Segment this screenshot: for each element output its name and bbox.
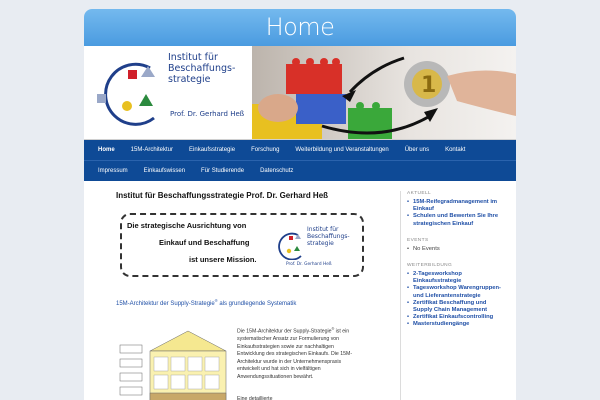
sidebar xyxy=(400,191,507,400)
sidebar-link[interactable]: • Masterstudiengänge xyxy=(407,321,507,328)
sidebar-heading-events: EVENTS xyxy=(407,237,429,243)
banner-line-3: ist unsere Mission. xyxy=(189,255,257,264)
banner-line-1: Die strategische Ausrichtung von xyxy=(127,221,247,230)
main-content xyxy=(116,191,368,400)
nav-item-kontakt[interactable]: Kontakt xyxy=(445,147,466,153)
hero-banner xyxy=(84,46,516,140)
subheading-text: 15M-Architektur der Supply-Strategie xyxy=(116,301,215,307)
logo-name-line: Institut für xyxy=(168,52,218,63)
nav-item-fuer-studierende[interactable]: Für Studierende xyxy=(201,168,245,174)
hero-photo xyxy=(252,46,516,139)
banner-logo-line: Institut für xyxy=(307,226,339,233)
architecture-description-continued: Eine detaillierte xyxy=(237,396,273,400)
coin-value: 1 xyxy=(421,73,437,98)
nav-item-einkaufsstrategie[interactable]: Einkaufsstrategie xyxy=(189,147,236,153)
lego-coin-illustration xyxy=(252,46,516,139)
sidebar-link[interactable]: • 2-Tagesworkshop Einkaufsstrategie xyxy=(407,271,507,285)
nav-row-1 xyxy=(84,140,516,160)
logo-subtitle: Prof. Dr. Gerhard Heß xyxy=(170,110,245,118)
banner-logo-line: Beschaffungs- xyxy=(307,233,350,240)
logo-mark-icon xyxy=(92,58,176,128)
sidebar-link[interactable]: • Tagesworkshop Warengruppen- und Lieferantenstrategie xyxy=(407,285,507,299)
main-heading: Institut für Beschaffungsstrategie Prof. Dr. Gerhard Heß xyxy=(116,191,329,200)
logo-name xyxy=(168,52,235,85)
banner-logo-line: strategie xyxy=(307,240,334,247)
nav-item-einkaufswissen[interactable]: Einkaufswissen xyxy=(143,168,186,174)
nav-item-forschung[interactable]: Forschung xyxy=(251,147,280,153)
logo-name-line: Beschaffungs- xyxy=(168,63,236,74)
nav-item-weiterbildung[interactable]: Weiterbildung und Veranstaltungen xyxy=(295,147,389,153)
nav-item-impressum[interactable]: Impressum xyxy=(98,168,128,174)
sidebar-link[interactable]: • 15M-Reifegradmanagement im Einkauf xyxy=(407,199,507,213)
sidebar-heading-weiterbildung: WEITERBILDUNG xyxy=(407,263,453,269)
page-title: Home xyxy=(265,13,335,41)
nav-item-ueber-uns[interactable]: Über uns xyxy=(404,147,430,153)
banner-logo-text xyxy=(307,226,350,247)
architecture-description xyxy=(237,326,361,381)
page xyxy=(84,9,516,400)
events-empty-text: • No Events xyxy=(407,246,507,253)
aktuell-list xyxy=(407,199,507,228)
subheading-registered-mark: ® xyxy=(214,298,218,303)
sidebar-link[interactable]: • Zertifikat Einkaufscontrolling xyxy=(407,314,507,321)
header-bar xyxy=(84,9,516,46)
weiterbildung-list xyxy=(407,271,507,329)
banner-logo-icon xyxy=(274,230,308,260)
banner-logo-subtitle: Prof. Dr. Gerhard Heß xyxy=(286,262,332,267)
15m-architecture-diagram[interactable] xyxy=(116,319,228,400)
nav-row-2 xyxy=(84,160,516,181)
site-logo[interactable] xyxy=(84,46,252,139)
nav-item-15m-architektur[interactable]: 15M-Architektur xyxy=(130,147,174,153)
main-navigation xyxy=(84,140,516,181)
logo-name-line: strategie xyxy=(168,74,211,85)
description-text-end: ist ein systematischer Ansatz zur Formulierung von Einkaufsstrategien sowie zur nachhaltigen Entwicklung des strategischen Einkaufs. Die 15M-Architektur wurde in der Unternehmenspraxis entwickelt und hat sich in vielfältigen Anwendungssituationen bewährt. xyxy=(237,328,353,380)
section-subheading[interactable] xyxy=(116,298,296,307)
sidebar-link[interactable]: • Schulen und Bewerten Sie Ihre strategischen Einkauf xyxy=(407,213,507,227)
sidebar-link[interactable]: • Zertifikat Beschaffung und Supply Chain Management xyxy=(407,300,507,314)
banner-line-2: Einkauf und Beschaffung xyxy=(159,238,250,247)
mission-banner xyxy=(120,213,364,277)
nav-item-home[interactable]: Home xyxy=(98,147,115,153)
description-registered-mark: ® xyxy=(331,327,335,331)
description-text: Die 15M-Architektur der Supply-Strategie xyxy=(237,328,332,335)
subheading-text-end: als grundlegende Systematik xyxy=(217,301,297,307)
sidebar-heading-aktuell: AKTUELL xyxy=(407,191,432,196)
nav-item-datenschutz[interactable]: Datenschutz xyxy=(260,168,294,174)
